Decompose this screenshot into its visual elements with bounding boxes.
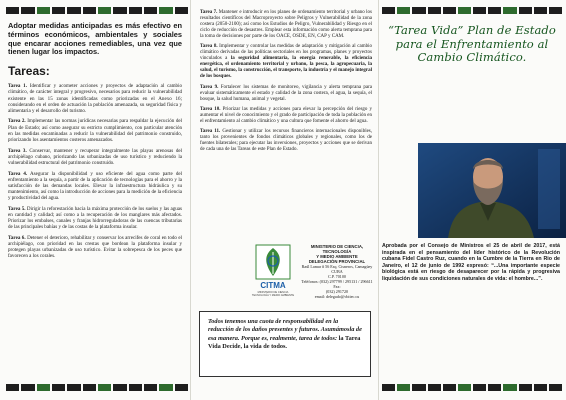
citma-acronym: CITMA [260,281,286,290]
leader-portrait-photo [418,143,566,238]
citma-subtitle: MINISTERIO DE CIENCIA TECNOLOGÍA Y MEDIO AMBIENTE [251,291,295,297]
citma-emblem-icon [255,244,291,280]
quote-box [199,311,371,377]
task-1: Tarea 1. Identificar y acometer acciones y proyectos de adaptación al cambio climático, de carácter integral y progresivo, necesarios para reducir la vulnerabilidad existente en las 15 zonas identificadas como priorizadas en el Anexo 16; considerando en el orden de actuación la población amenazada, su seguridad física y alimentaria y el desarrollo del turismo. [8,83,183,114]
cover-title: “Tarea Vida” Plan de Estado para el Enfrentamiento al Cambio Climático. [388,23,556,64]
task-5: Tarea 5. Dirigir la reforestación hacia la máxima protección de los suelos y las aguas en cantidad y calidad; así como a la recuperación de los manglares más afectados. Priorizar los embalses, canales y franjas hidrorreguladoras de las cuencas tributarias de las principales bahías y de las costas de la plataforma insular. [8,205,182,231]
task-6: Tarea 6. Detener el deterioro, rehabilitar y conservar los arrecifes de coral en todo el archipiélago, con prioridad en las crestas que bordean la plataforma insular y protegen playas urbanizadas de uso turístico. Evitar la sobrepesca de los peces que favorecen a los corales. [8,234,183,260]
quote-text: Todos tenemos una cuota de responsabilidad en la reducción de los daños presentes y futuros. Asumámosla de esa manera. Porque es, realmente, tarea de todos: la Tarea Vida Decide, la vida de todos. [208,318,362,351]
task-11: Tarea 11. Gestionar y utilizar los recursos financieros internacionales disponibles, tanto los provenientes de fondos climáticos globales y regionales, como los de fuentes bilaterales; para ejecutar las inversiones, proyectos y acciones que se derivan de cada una de las Tareas de este Plan de Estado. [200,128,372,152]
task-7: Tarea 7. Mantener e introducir en los planes de ordenamiento territorial y urbano los resultados científicos del Macroproyecto sobre Peligros y Vulnerabilidad de la zona costera (2050-2100); así como los Estudios de Peligro, Vulnerabilidad y Riesgo en el ciclo de reducción de desastres. Emplear esta información como alerta temprana para la toma de decisiones por parte de los OACE, OSDE, EN, CAP y CAM. [200,10,372,40]
ministry-email: email: delegado@cbitec.cu [314,294,360,299]
task-3: Tarea 3. Conservar, mantener y recuperar integralmente las playas arenosas del archipiélago cubano, priorizando las urbanizadas de uso turístico y reduciendo la vulnerabilidad estructural del patrimonio construido. [8,147,182,166]
tareas-heading: Tareas: [8,64,50,79]
ministry-line-3: DELEGACIÓN PROVINCIAL [308,259,366,264]
task-9: Tarea 9. Fortalecer los sistemas de monitoreo, vigilancia y alerta temprana para evaluar sistemáticamente el estado y calidad de la zona costera, el agua, la sequía, el bosque, la salud humana, animal y vegetal. [200,84,372,102]
approval-statement: Aprobada por el Consejo de Ministros el 25 de abril de 2017, está inspirada en el pensamiento del líder histórico de la Revolución cubana Fidel Castro Ruz, cuando en la Cumbre de la Tierra en Rio de Janeiro, el 12 de junio de 1992 expresó: “...Una importante especie biológica está en riesgo de desaparecer por la rápida y progresiva liquidación de sus condiciones naturales de vida: el hombre...”. [382,243,560,282]
task-8: Tarea 8. Implementar y controlar las medidas de adaptación y mitigación al cambio climático derivadas de las políticas sectoriales en los programas, planes y proyectos vinculados a la seguridad alimentaria, la energía renovable, la eficiencia energética, el ordenamiento territorial y urbano, la pesca, la agropecuaria, la salud, el turismo, la construcción, el transporte, la industria y el manejo integral de los bosques. [200,44,372,80]
ministry-contact [298,244,376,299]
ministry-line-1: MINISTERIO DE CIENCIA, TECNOLOGÍA [310,244,364,254]
intro-statement: Adoptar medidas anticipadas es más efectivo en términos económicos, ambientales y sociales que encarar acciones remediables, una vez que tienen lugar los impactos. [8,21,182,57]
task-10: Tarea 10. Priorizar las medidas y acciones para elevar la percepción del riesgo y aumentar el nivel de conocimiento y el grado de participación de toda la población en el enfrentamiento al cambio climático y una cultura que fomente el ahorro del agua. [200,106,372,124]
ministry-line-2: Y MEDIO AMBIENTE [316,254,358,259]
ministry-address-2: C.P. 70100 [328,274,346,279]
left-panel [0,0,190,400]
task-2: Tarea 2. Implementar las normas jurídicas necesarias para respaldar la ejecución del Plan de Estado; así como asegurar su estricto cumplimiento, con particular atención en las medidas encaminadas a reducir la vulnerabilidad del patrimonio construido, priorizando los asentamientos costeros amenazados. [8,118,182,143]
ministry-address-1: Raúl Lamar # 56 Esq. Cisneros, Camagüey CUBA [301,264,373,274]
ministry-phones-2: (032) 291720 [325,289,349,294]
ministry-phones-1: Teléfonos: (032) 297799 / 295131 / 296611 Fax: [301,279,373,289]
task-4: Tarea 4. Asegurar la disponibilidad y uso eficiente del agua como parte del enfrentamiento a la sequía, a partir de la aplicación de tecnologías para el ahorro y la satisfacción de las demandas locales. Elevar la infraestructura hidráulica y su mantenimiento, así como la introducción de acciones para la medición de la eficiencia y productividad del agua. [8,170,182,202]
